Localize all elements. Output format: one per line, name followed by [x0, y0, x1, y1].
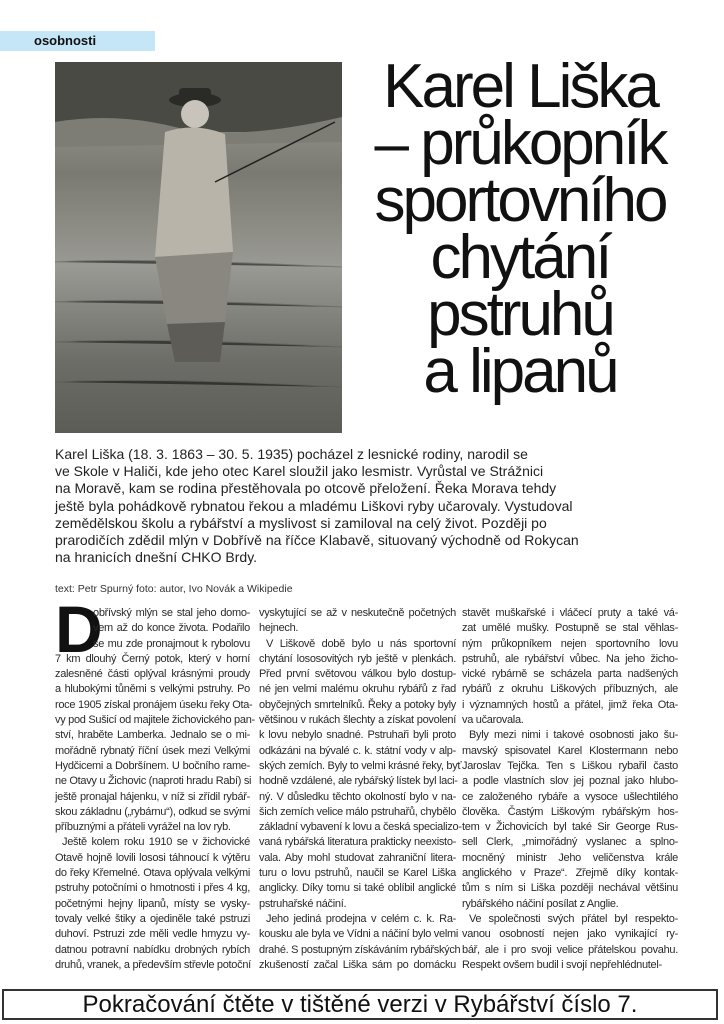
text-line: duhoví. Pstruzi zde měli vedle hmyzu vy- [55, 928, 250, 941]
text-line: pstruhy potočními o hmotnosti i přes 4 kg, [55, 882, 250, 895]
section-tab [0, 31, 155, 51]
text-line: drahé. S postupným získáváním rybářských [259, 943, 461, 956]
intro-line: na Moravě, kam se rodina přestěhovala po otcově přeložení. Řeka Morava tehdy [55, 480, 557, 497]
text-line: vaná rybářská literatura prakticky neexisto- [259, 836, 456, 849]
text-line: obyčejných smrtelníků. Řeky a potoky byly [259, 698, 456, 711]
text-line: ských zemích. Byly to velmi krásné řeky, byť [259, 759, 462, 772]
title-line: a lipanů [423, 337, 617, 406]
text-line: a podle vlastních slov jej poznal jako hlubo- [462, 775, 678, 788]
text-line: Jaroslav Tejčka. Ten s Liškou rybařil často [462, 759, 678, 772]
text-line: Jeho jediná prodejna v celém c. k. Ra- [266, 912, 456, 925]
text-line: druhů, vranek, a především střevle potoční [55, 958, 251, 971]
text-line: roce 1905 získal pronájem úseku řeky Ota- [55, 698, 253, 711]
intro-line: zemědělskou školu a rybářství a myslivost si zamiloval na celý život. Později po [55, 514, 547, 531]
text-line: i významných hostů a přátel, jimž řeka Ota- [462, 698, 678, 711]
intro-line: Karel Liška (18. 3. 1863 – 30. 5. 1935) pocházel z lesnické rodiny, narodil se [55, 446, 528, 462]
text-line: Ještě kolem roku 1910 se v žichovické [62, 836, 250, 849]
text-line: a hlubokými tůněmi s velkými pstruhy. Po [55, 683, 250, 696]
text-line: turu o lovu pstruhů, naučil se Karel Liška [259, 867, 456, 880]
text-line: ný. V důsledku těchto okolností bylo v na- [259, 790, 456, 803]
text-line: vanou osobností nejen jako vynikající ry- [462, 928, 678, 941]
text-column-3 [462, 606, 678, 973]
article-photo [55, 62, 342, 433]
text-line: k lovu nebylo snadné. Pstruhaři byli proto [259, 729, 456, 742]
text-line: Otavě hojně lovili lososi táhnoucí k výtěru [55, 851, 250, 864]
text-line: vické rybárně se scházela parta nadšených [462, 668, 678, 681]
text-line: obřívský mlýn se stal jeho domo- [93, 607, 250, 619]
text-line: mavský spisovatel Karel Klostermann nebo [462, 744, 678, 757]
text-line: zkušeností začal Liška sám po domácku [259, 958, 456, 971]
text-line: zat umělé mušky. Postupně se stal věhlas- [462, 622, 678, 635]
text-line: vem až do konce života. Podařilo [93, 622, 250, 635]
text-line: datnou potravní nabídku drobných rybích [55, 943, 250, 956]
section-label: osobnosti [34, 33, 97, 48]
text-column-1 [55, 606, 255, 973]
fisherman-photo-illustration [55, 62, 342, 433]
continuation-banner: Pokračování čtěte v tištěné verzi v Rybářství číslo 7. [2, 989, 718, 1020]
title-line: chytání [430, 223, 610, 292]
intro-line: na hranicích dnešní CHKO Brdy. [55, 549, 258, 566]
text-line: anglického v Praze“. Zřejmě díky kontak- [462, 867, 678, 880]
text-line: odkázáni na bývalé c. k. státní vody v alp- [259, 744, 456, 757]
text-line: šich zemích velice málo pstruhařů, chybělo [259, 805, 457, 818]
text-line: ným průkopníkem nejen sportovního lovu [462, 637, 678, 650]
text-line: tovaly velké štiky a ojediněle také pstruzi [55, 912, 250, 925]
text-line: se mu zde pronajmout k rybolovu [93, 637, 250, 650]
text-line: zalesněné části oplýval krásnými proudy [55, 668, 250, 681]
article-intro [55, 446, 675, 566]
text-line: Hydčicemi a Dobršínem. U bočního rame- [55, 759, 250, 772]
text-line: stavět muškařské i vláčecí pruty a také vá- [462, 607, 678, 619]
text-line: rybářského náčiní posílat z Anglie. [462, 897, 619, 910]
text-line: Ve společnosti svých přátel byl respekto- [469, 912, 678, 925]
text-line: vala. Aby mohl studovat zahraniční litera- [259, 851, 456, 864]
text-line: do řeky Křemelné. Otava oplývala velkými [55, 867, 250, 880]
article-credits: text: Petr Spurný foto: autor, Ivo Novák a Wikipedie [55, 583, 293, 595]
text-line: kousku ale byla ve Vídni a náčiní bylo velmi [259, 928, 458, 941]
text-line: většinou v rukách šlechty a získat povolení [259, 714, 456, 727]
text-line: Před první světovou válkou bylo dostup- [259, 668, 456, 681]
text-line: mocněný ministr Jeho veličenstva krále [462, 851, 678, 864]
title-line: – průkopník [374, 109, 666, 178]
text-line: tem v Žichovicích byl také Sir George Rus- [462, 821, 678, 834]
text-line: né jen velmi malému okruhu rybářů z řad [259, 683, 456, 696]
text-line: Byly mezi nimi i takové osobnosti jako šu- [469, 729, 678, 742]
text-line: 7 km dlouhý Černý potok, který v horní [55, 652, 250, 665]
text-line: Respekt ovšem budil i svojí nepřehlédnutel- [462, 958, 662, 971]
intro-line: ještě byla pohádkově rybnatou řekou a mladému Liškovi ryby učarovaly. Vystudoval [55, 497, 573, 514]
text-line: pstruhařské náčiní. [259, 897, 347, 910]
text-line: skou základnu („rybárnu“), odkud se svými [55, 805, 250, 818]
text-line: rybářů z okruhu Liškových příbuzných, ale [462, 683, 678, 696]
text-line: ce založeného rybáře a vysoce ušlechtilého [462, 790, 678, 803]
intro-line: prarodičích zdědil mlýn v Dobřívě na říčce Klabavě, situovaný východně od Rokycan [55, 532, 579, 549]
text-line: pstruhů, ale rybářství vůbec. Na jeho žicho- [462, 652, 678, 665]
text-line: vyskytující se až v neskutečně početných [259, 607, 456, 619]
text-line: ství, hraběte Lamberka. Jednalo se o mi- [55, 729, 250, 742]
text-line: příbuznými a přáteli vyrážel na lov ryb. [55, 821, 231, 834]
intro-line: ve Skole v Haliči, kde jeho otec Karel sloužil jako lesmistr. Vyrůstal ve Strážnici [55, 463, 544, 480]
text-line: hodně vzdálené, ale rybářský lístek byl laci- [259, 775, 458, 788]
title-line: Karel Liška [383, 52, 657, 121]
text-line: tům s ním si Liška později nechával většinu [462, 882, 678, 895]
text-line: va učarovala. [462, 714, 524, 727]
text-line: hejnech. [259, 622, 299, 635]
title-line: sportovního [374, 166, 666, 235]
text-line: V Liškově době bylo u nás sportovní [266, 637, 456, 650]
text-line: bář, ale i pro svoji velice přátelskou povahu. [462, 943, 678, 956]
text-column-2 [259, 606, 462, 973]
text-line: chytání lososovitých ryb ještě v plenkách. [259, 652, 456, 665]
text-line: vy pod Sušicí od majitele žichovického pan- [55, 714, 255, 727]
drop-cap: D [55, 592, 103, 666]
text-line: ještě pronajal hájenku, v níž si zřídil rybář- [55, 790, 250, 803]
text-line: početnými hejny lipanů, místy se vysky- [55, 897, 250, 910]
article-title [345, 52, 695, 406]
text-line: základní vybavení k lovu a česká specializo- [259, 821, 462, 834]
text-line: sell Clerk, „mimořádný vyslanec a splno- [462, 836, 678, 849]
text-line: ne Otavy u Žichovic (naproti hradu Rabí) si [55, 775, 252, 788]
text-line: mořádně rybnatý říční úsek mezi Velkými [55, 744, 250, 757]
text-line: člověka. Častým Liškovým rybářským hos- [462, 805, 678, 818]
title-line: pstruhů [427, 280, 613, 349]
text-line: anglicky. Díky tomu si také oblíbil anglické [259, 882, 456, 895]
